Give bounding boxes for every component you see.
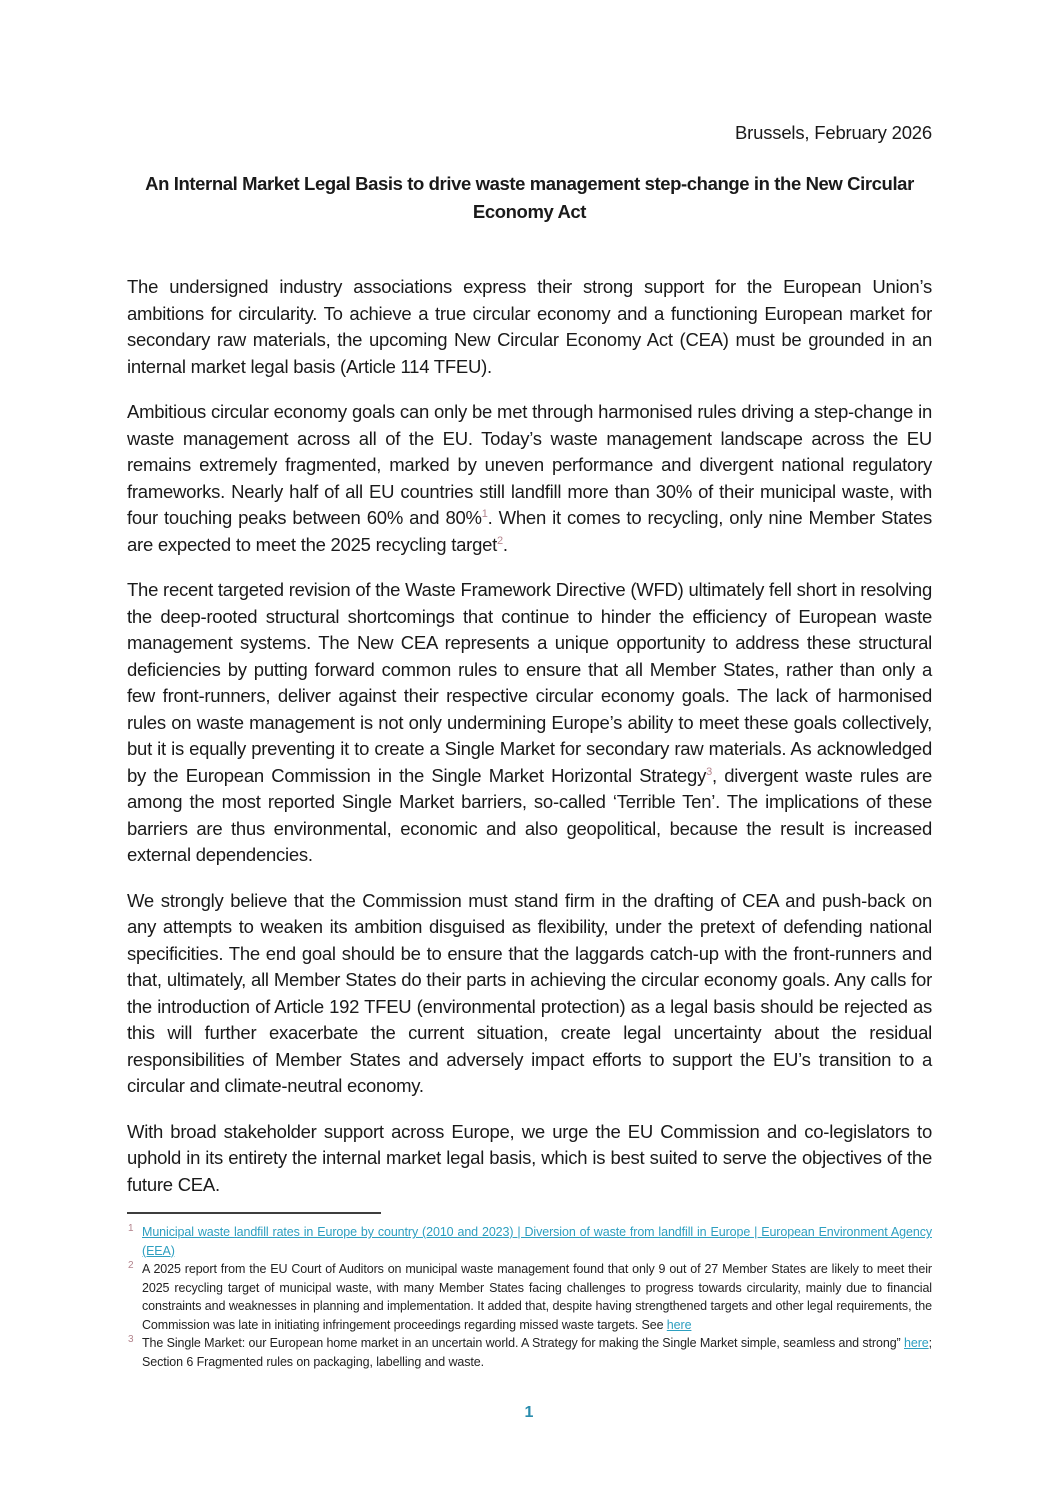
body-paragraph (127, 577, 932, 869)
footnote-text (142, 1225, 932, 1258)
footnote (127, 1223, 932, 1260)
document-title: An Internal Market Legal Basis to drive waste management step-change in the New Circular Economy Act (145, 173, 914, 222)
footnote-text (142, 1336, 932, 1369)
footnote (127, 1260, 932, 1334)
footnote-marker: 3 (128, 1334, 134, 1345)
text-run: , divergent waste rules are among the most reported Single Market barriers, so-called ‘Terrible Ten’. The implications of these barriers are thus environmental, economic and also geopolitical, because the result is increased external dependencies. (127, 764, 933, 865)
hyperlink[interactable]: here (904, 1336, 929, 1350)
footnote (127, 1334, 932, 1371)
footnote-ref[interactable]: 3 (706, 765, 712, 778)
text-run: ; Section 6 Fragmented rules on packaging, labelling and waste. (142, 1336, 932, 1369)
footnote-marker: 2 (128, 1260, 134, 1271)
text-run: With broad stakeholder support across Europe, we urge the EU Commission and co-legislators to uphold in its entirety the internal market legal basis, which is best suited to serve the objectives of the future CEA. (127, 1120, 932, 1195)
text-run: The undersigned industry associations express their strong support for the European Union’s ambitions for circularity. To achieve a true circular economy and a functioning European market for secondary raw materials, the upcoming New Circular Economy Act (CEA) must be grounded in an internal market legal basis (Article 114 TFEU). (127, 276, 932, 377)
text-run: A 2025 report from the EU Court of Auditors on municipal waste management found that only 9 out of 27 Member States are likely to meet their 2025 recycling target of municipal waste, with many Member States facing challenges to progress towards circularity, mainly due to financial constraints and weaknesses in planning and implementation. It added that, despite having strengthened targets and other legal requirements, the Commission was late in initiating infringement proceedings regarding missed waste targets. See (142, 1262, 932, 1332)
text-run: Ambitious circular economy goals can only be met through harmonised rules driving a step-change in waste management across all of the EU. Today’s waste management landscape across the EU remains extremely fragmented, marked by uneven performance and divergent national regulatory frameworks. Nearly half of all EU countries still landfill more than 30% of their municipal waste, with four touching peaks between 60% and 80% (127, 401, 932, 528)
page-number: 1 (524, 1404, 534, 1421)
body-paragraph (127, 399, 932, 558)
body-paragraph (127, 274, 932, 380)
text-run: The Single Market: our European home market in an uncertain world. A Strategy for making the Single Market simple, seamless and strong” (142, 1336, 904, 1350)
footnote-marker: 1 (128, 1223, 134, 1234)
text-run: . When it comes to recycling, only nine Member States are expected to meet the 2025 recycling target (127, 507, 932, 555)
footnote-separator (127, 1212, 381, 1214)
footnotes-section (127, 1212, 932, 1371)
text-run: . (502, 533, 508, 555)
document-body (127, 120, 932, 1217)
body-paragraph (127, 888, 932, 1100)
footnote-ref[interactable]: 1 (481, 507, 488, 520)
text-run: The recent targeted revision of the Waste Framework Directive (WFD) ultimately fell short in resolving the deep-rooted structural shortcomings that continue to hinder the efficiency of European waste management systems. The New CEA represents a unique opportunity to address these structural deficiencies by putting forward common rules to ensure that all Member States, rather than only a few front-runners, deliver against their respective circular economy goals. The lack of harmonised rules on waste management is not only undermining Europe’s ability to meet these goals collectively, but it is equally preventing it to create a Single Market for secondary raw materials. As acknowledged by the European Commission in the Single Market Horizontal Strategy (127, 579, 932, 786)
dateline: Brussels, February 2026 (735, 122, 932, 143)
hyperlink[interactable]: here (666, 1317, 692, 1332)
footnote-text (142, 1262, 932, 1332)
hyperlink[interactable]: Municipal waste landfill rates in Europe by country (2010 and 2023) | Diversion of waste from landfill in Europe | European Environment Agency (EEA) (142, 1225, 932, 1258)
body-paragraph (127, 1119, 932, 1199)
footnote-ref[interactable]: 2 (497, 534, 503, 547)
text-run: We strongly believe that the Commission must stand firm in the drafting of CEA and push-back on any attempts to weaken its ambition disguised as flexibility, under the pretext of defending national specificities. The end goal should be to ensure that the laggards catch-up with the front-runners and that, ultimately, all Member States do their parts in achieving the circular economy goals. Any calls for the introduction of Article 192 TFEU (environmental protection) as a legal basis should be rejected as this will further exacerbate the current situation, create legal uncertainty about the residual responsibilities of Member States and adversely impact efforts to support the EU’s transition to a circular and climate-neutral economy. (127, 889, 932, 1096)
